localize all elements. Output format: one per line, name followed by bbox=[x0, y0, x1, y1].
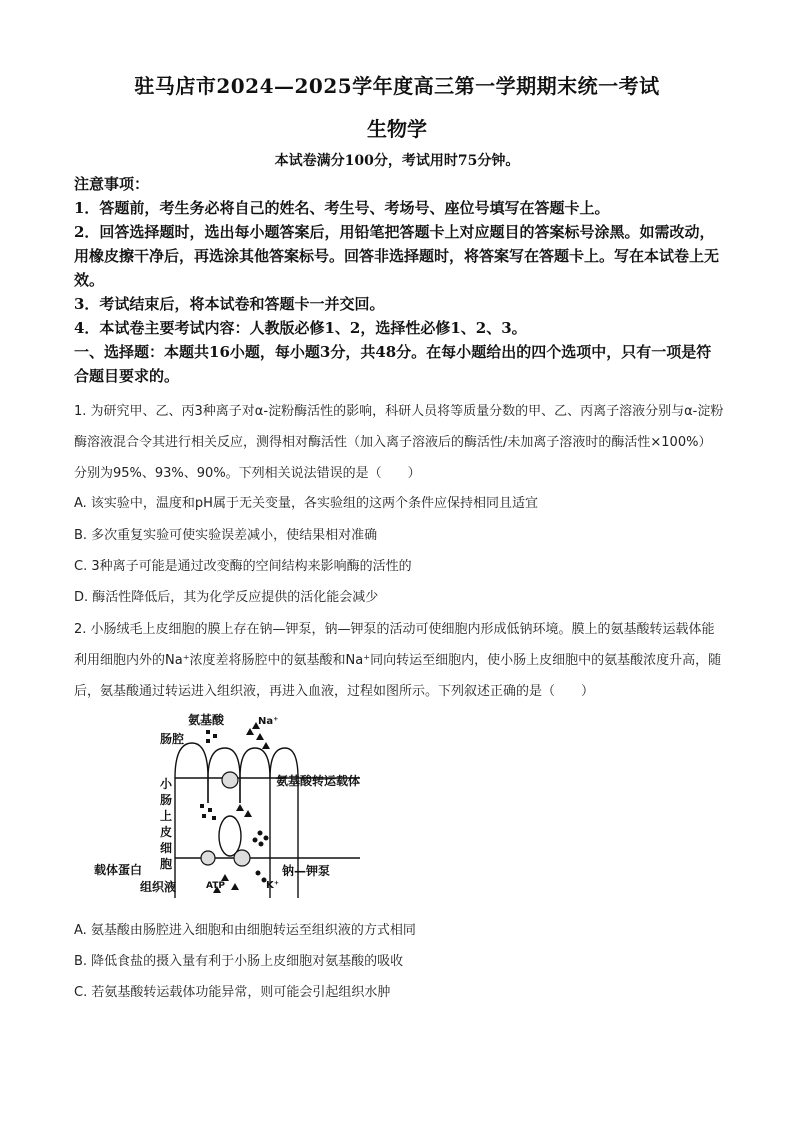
question-1-stem bbox=[74, 396, 724, 489]
particles bbox=[200, 722, 270, 893]
question-1-option-c: C. 3种离子可能是通过改变酶的空间结构来影响酶的活性的 bbox=[74, 559, 412, 574]
label-lumen: 肠腔 bbox=[160, 732, 185, 746]
label-transporter: 氨基酸转运载体 bbox=[276, 774, 361, 788]
notice-item-2: 2．回答选择题时，选出每小题答案后，用铅笔把答题卡上对应题目的答案标号涂黑。如需改动，用橡皮擦干净后，再选涂其他答案标号。回答非选择题时，将答案写在答题卡上。写在本试卷上无效。 bbox=[74, 223, 720, 289]
carrier-shape bbox=[201, 851, 215, 865]
exam-info: 本试卷满分100分，考试用时75分钟。 bbox=[274, 153, 520, 169]
subject-title: 生物学 bbox=[367, 117, 427, 141]
notice-item-1: 1．答题前，考生务必将自己的姓名、考生号、考场号、座位号填写在答题卡上。 bbox=[74, 199, 610, 217]
label-cell-1: 小 bbox=[160, 777, 173, 791]
question-2-option-c: C. 若氨基酸转运载体功能异常，则可能会引起组织水肿 bbox=[74, 985, 391, 1000]
label-cell-2: 肠 bbox=[160, 793, 173, 807]
question-2-text: 2. 小肠绒毛上皮细胞的膜上存在钠—钾泵，钠—钾泵的活动可使细胞内形成低钠环境。膜上的氨基酸转运载体能利用细胞内外的Na⁺浓度差将肠腔中的氨基酸和Na⁺同向转运至细胞内，使小肠上皮细胞中的氨基酸浓度升高，随后，氨基酸通过转运进入组织液，再进入血液，过程如图所示。下列叙述正确的是（ ） bbox=[74, 622, 722, 699]
question-2-option-a: A. 氨基酸由肠腔进入细胞和由细胞转运至组织液的方式相同 bbox=[74, 923, 416, 938]
label-tissue-fluid: 组织液 bbox=[140, 880, 177, 894]
label-k: K⁺ bbox=[266, 880, 280, 891]
label-carrier: 载体蛋白 bbox=[94, 863, 143, 877]
question-1-option-a: A. 该实验中，温度和pH属于无关变量，各实验组的这两个条件应保持相同且适宜 bbox=[74, 496, 538, 511]
question-1-option-d: D. 酶活性降低后，其为化学反应提供的活化能会减少 bbox=[74, 590, 379, 605]
question-1-option-b: B. 多次重复实验可使实验误差减小，使结果相对准确 bbox=[74, 528, 378, 543]
question-2-option-b: B. 降低食盐的摄入量有利于小肠上皮细胞对氨基酸的吸收 bbox=[74, 954, 404, 969]
amino-acid-transport-diagram bbox=[80, 708, 380, 900]
section-heading: 一、选择题：本题共16小题，每小题3分，共48分。在每小题给出的四个选项中，只有一项是符合题目要求的。 bbox=[74, 343, 712, 385]
label-na: Na⁺ bbox=[258, 716, 279, 727]
notice-item-4: 4．本试卷主要考试内容：人教版必修1、2，选择性必修1、2、3。 bbox=[74, 319, 527, 337]
label-atp: ATP bbox=[206, 881, 226, 891]
notice-item-3: 3．考试结束后，将本试卷和答题卡一并交回。 bbox=[74, 295, 385, 313]
label-cell-3: 上 bbox=[160, 809, 173, 823]
notice-heading: 注意事项： bbox=[74, 175, 150, 193]
question-2-stem bbox=[74, 614, 724, 707]
cell-outline bbox=[175, 743, 360, 898]
question-1-text: 1. 为研究甲、乙、丙3种离子对α-淀粉酶活性的影响，科研人员将等质量分数的甲、乙、丙离子溶液分别与α-淀粉酶溶液混合令其进行相关反应，测得相对酶活性（加入离子溶液后的酶活性/未加离子溶液时的酶活性×100%）分别为95%、93%、90%。下列相关说法错误的是（ ） bbox=[74, 404, 724, 481]
transporter-shape bbox=[222, 772, 238, 788]
label-cell-4: 皮 bbox=[160, 825, 173, 839]
label-cell-6: 胞 bbox=[160, 857, 173, 871]
label-cell-5: 细 bbox=[160, 841, 173, 855]
exam-title: 驻马店市2024—2025学年度高三第一学期期末统一考试 bbox=[134, 74, 660, 98]
pump-shape bbox=[234, 850, 250, 866]
notice-section bbox=[74, 172, 724, 388]
label-amino-acid: 氨基酸 bbox=[188, 713, 225, 727]
label-pump: 钠—钾泵 bbox=[282, 864, 331, 878]
